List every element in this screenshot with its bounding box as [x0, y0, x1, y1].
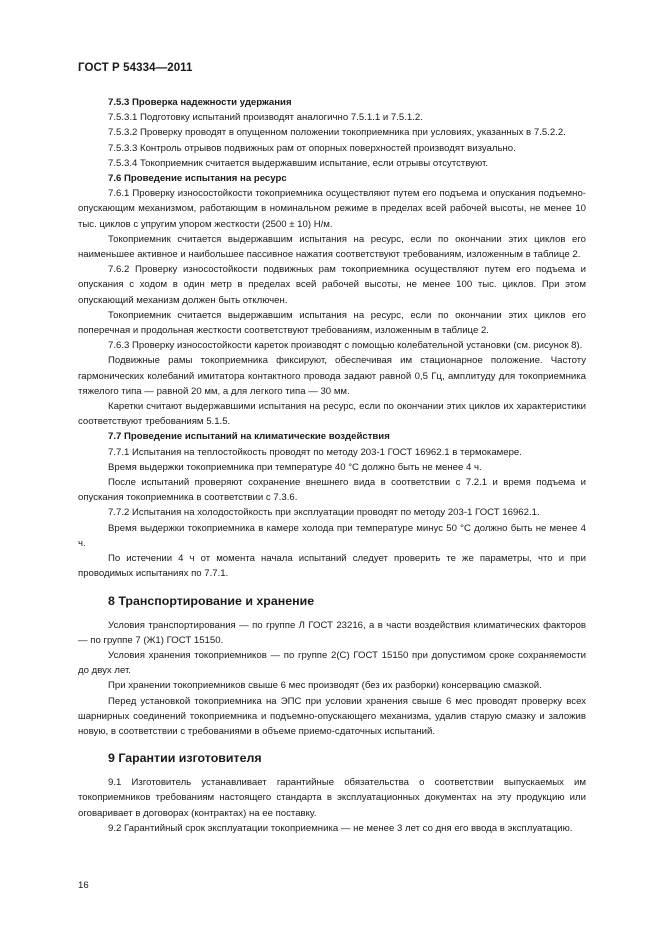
- paragraph: Каретки считают выдержавшими испытания на ресурс, если по окончании этих циклов их характеристики соответствуют требованиям 5.1.5.: [78, 401, 586, 428]
- document-body: [78, 95, 586, 836]
- paragraph: 9.2 Гарантийный срок эксплуатации токоприемника — не менее 3 лет со дня его ввода в эксплуатацию.: [108, 822, 573, 834]
- paragraph: По истечении 4 ч от момента начала испытаний следует проверить те же параметры, что и при проводимых испытаниях по 7.7.1.: [78, 553, 586, 580]
- paragraph: 7.7.1 Испытания на теплостойкость проводят по методу 203-1 ГОСТ 16962.1 в термокамере.: [108, 446, 522, 458]
- subsection-heading: 7.5.3 Проверка надежности удержания: [108, 97, 292, 108]
- paragraph: Подвижные рамы токоприемника фиксируют, обеспечивая им стационарное положение. Частоту гармонических колебаний имитатора контактного провода задают равной 0,5 Гц, амплитуду для токоприемника тяжелого типа — равной 20 мм, а для легкого типа — 30 мм.: [78, 355, 586, 397]
- subsection-heading: 7.6 Проведение испытания на ресурс: [108, 173, 287, 185]
- paragraph: 7.6.1 Проверку износостойкости токоприемника осуществляют путем его подъема и опускания подъемно-опускающим механизмом, работающим в номинальном режиме в пределах всей рабочей высоты, не менее 10 тыс. циклов с упругим упором жесткости (2500 ± 10) Н/м.: [78, 188, 586, 230]
- page-number: 16: [78, 880, 89, 891]
- paragraph: Токоприемник считается выдержавшим испытания на ресурс, если по окончании этих циклов его наименьшее активное и наибольшее пассивное нажатия соответствуют требованиям, изложенным в таблице 2.: [78, 233, 586, 261]
- paragraph: 7.5.3.1 Подготовку испытаний производят аналогично 7.5.1.1 и 7.5.1.2.: [108, 112, 423, 124]
- paragraph: 7.5.3.4 Токоприемник считается выдержавшим испытание, если отрывы отсутствуют.: [108, 157, 488, 169]
- paragraph: 7.7.2 Испытания на холодостойкость при эксплуатации проводят по методу 203-1 ГОСТ 16962.1.: [108, 507, 540, 519]
- paragraph: Время выдержки токоприемника при температуре 40 °С должно быть не менее 4 ч.: [108, 461, 482, 473]
- paragraph: Перед установкой токоприемника на ЭПС при условии хранения свыше 6 мес проводят проверку всех шарнирных соединений токоприемника и подъемно-опускающего механизма, удалив старую смазку и заложив новую, в соответствии с требованиями в объеме приемо-сдаточных испытаний.: [78, 695, 586, 737]
- paragraph: При хранении токоприемников свыше 6 мес производят (без их разборки) консервацию смазкой.: [108, 680, 542, 692]
- paragraph: 7.6.3 Проверку износостойкости кареток производят с помощью колебательной установки (см. рисунок 8).: [108, 340, 583, 352]
- paragraph: 7.6.2 Проверку износостойкости подвижных рам токоприемника осуществляют путем его подъема и опускания с ходом в один метр в пределах всей рабочей высоты, не менее 100 тыс. циклов. При этом опускающий механизм должен быть отключен.: [78, 264, 586, 306]
- paragraph: После испытаний проверяют сохранение внешнего вида в соответствии с 7.2.1 и время подъема и опускания токоприемника в соответствии с 7.3.6.: [78, 477, 586, 504]
- paragraph: Токоприемник считается выдержавшим испытания на ресурс, если по окончании этих циклов его поперечная и продольная жесткости соответствуют требованиям, изложенным в таблице 2.: [78, 309, 586, 337]
- paragraph: Время выдержки токоприемника в камере холода при температуре минус 50 °С должно быть не менее 4 ч.: [78, 522, 586, 549]
- paragraph: 7.5.3.3 Контроль отрывов подвижных рам от опорных поверхностей производят визуально.: [108, 142, 516, 154]
- document-header: ГОСТ Р 54334—2011: [78, 62, 193, 74]
- section-heading: 8 Транспортирование и хранение: [108, 593, 315, 608]
- paragraph: Условия транспортирования — по группе Л ГОСТ 23216, а в части воздействия климатических факторов — по группе 7 (Ж1) ГОСТ 15150.: [78, 619, 586, 646]
- section-heading: 9 Гарантии изготовителя: [108, 751, 262, 766]
- subsection-heading: 7.7 Проведение испытаний на климатические воздействия: [108, 431, 390, 443]
- paragraph: 7.5.3.2 Проверку проводят в опущенном положении токоприемника при условиях, указанных в 7.5.2.2.: [108, 127, 566, 139]
- paragraph: 9.1 Изготовитель устанавливает гарантийные обязательства о соответствии выпускаемых им токоприемников требованиям настоящего стандарта в эксплуатационных документах на эту продукцию или оговаривает в договорах (контрактах) на ее поставку.: [78, 777, 586, 819]
- paragraph: Условия хранения токоприемников — по группе 2(С) ГОСТ 15150 при допустимом сроке сохраняемости до двух лет.: [78, 649, 586, 677]
